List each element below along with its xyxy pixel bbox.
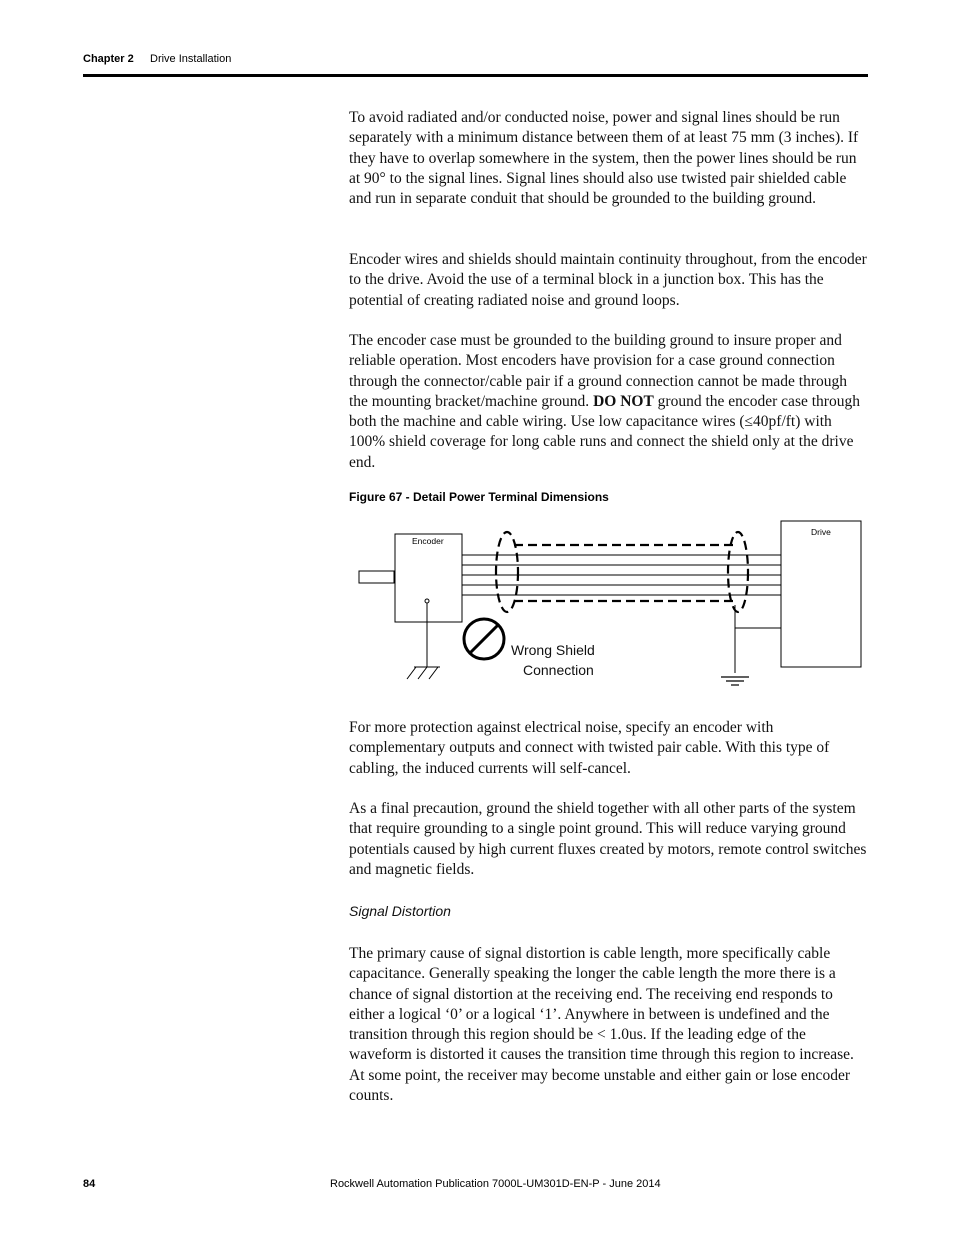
figure-caption: Figure 67 - Detail Power Terminal Dimensions <box>349 490 609 504</box>
encoder-label: Encoder <box>412 536 444 546</box>
paragraph-encoder-grounding <box>349 331 869 473</box>
chassis-ground-hatch-2 <box>418 667 427 679</box>
encoder-ground-point <box>425 599 429 603</box>
header-chapter: Chapter 2 <box>83 53 134 65</box>
paragraph-signal-distortion: The primary cause of signal distortion is cable length, more specifically cable capacitance. Generally speaking the longer the cable length the more there is a chance of signal distortion at the receiving end. The receiving end responds to either a logical ‘0’ or a logical ‘1’. Anywhere in between is undefined and the transition through this region should be < 1.0us. If the leading edge of the waveform is distorted it causes the transition time through this region to increase. At some point, the receiver may become unstable and either gain or lose encoder counts. <box>349 945 854 1105</box>
encoder-box <box>395 534 462 622</box>
paragraph-complementary-outputs: For more protection against electrical noise, specify an encoder with complementary outputs and connect with twisted pair cable. With this type of cabling, the induced currents will self-cancel. <box>349 719 830 777</box>
shield-connection-diagram <box>350 518 870 693</box>
paragraph-single-point-ground: As a final precaution, ground the shield together with all other parts of the system that require grounding to a single point ground. This will reduce varying ground potentials caused by high current fluxes created by motors, remote control switches and magnetic fields. <box>349 800 867 878</box>
drive-label: Drive <box>811 527 831 537</box>
chassis-ground-hatch-3 <box>429 667 438 679</box>
do-not-emphasis: DO NOT <box>593 392 654 410</box>
footer-page-number: 84 <box>83 1178 96 1190</box>
shield-end-left <box>496 532 518 612</box>
warning-label-line2: Connection <box>523 662 594 678</box>
header-rule <box>83 74 868 77</box>
paragraph-encoder-grounding-part1: The encoder case must be grounded to the building ground to insure proper and reliable operation. Most encoders have provision for a case ground connection through the connector/cable pair if a ground connection cannot be made through the mounting bracket/machine ground. <box>349 332 847 410</box>
paragraph-encoder-continuity: Encoder wires and shields should maintain continuity throughout, from the encoder to the drive. Avoid the use of a terminal block in a junction box. This has the potential of creating radiated noise and ground loops. <box>349 251 867 309</box>
footer-publication: Rockwell Automation Publication 7000L-UM301D-EN-P - June 2014 <box>330 1178 661 1190</box>
drive-box <box>781 521 861 667</box>
paragraph-encoder-grounding-part2: ground the encoder case through both the machine and cable wiring. Use low capacitance wires (≤40pf/ft) with 100% shield coverage for long cable runs and connect the shield only at the drive end. <box>349 392 860 471</box>
paragraph-noise-separation: To avoid radiated and/or conducted noise, power and signal lines should be run separately with a minimum distance between them of at least 75 mm (3 inches). If they have to overlap somewhere in the system, then the power lines should be run at 90° to the signal lines. Signal lines should also use twisted pair shielded cable and run in separate conduit that should be grounded to the building ground. <box>349 109 859 208</box>
chassis-ground-hatch-1 <box>407 667 416 679</box>
header-section: Drive Installation <box>150 53 232 65</box>
encoder-shaft <box>359 571 394 583</box>
shield-end-right <box>728 532 748 612</box>
subheading-signal-distortion: Signal Distortion <box>349 903 451 919</box>
warning-label-line1: Wrong Shield <box>511 642 595 658</box>
